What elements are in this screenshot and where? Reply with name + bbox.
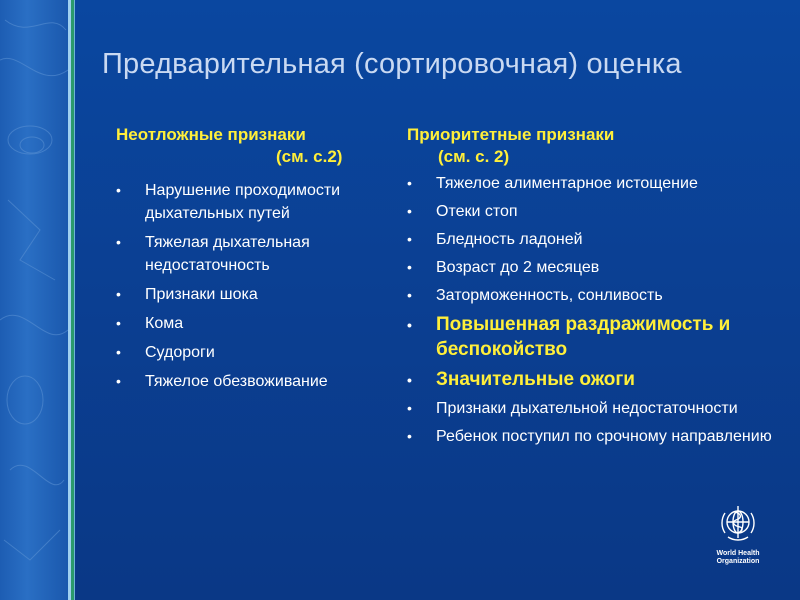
list-item xyxy=(116,312,396,335)
list-item-text: Заторможенность, сонливость xyxy=(436,287,663,304)
list-item-text: Бледность ладоней xyxy=(436,231,583,248)
heading-text: Приоритетные признаки xyxy=(407,125,615,144)
heading-text: Неотложные признаки xyxy=(116,125,306,144)
list-item xyxy=(407,172,792,195)
bullet-icon: • xyxy=(116,373,121,389)
decorative-pattern xyxy=(0,0,68,600)
list-item-text: Тяжелое алиментарное истощение xyxy=(436,175,698,192)
priority-signs-heading xyxy=(407,124,792,168)
slide-title: Предварительная (сортировочная) оценка xyxy=(102,48,682,80)
list-item-text: Тяжелая дыхательная недостаточность xyxy=(145,234,310,274)
list-item-text: Признаки шока xyxy=(145,286,258,303)
list-item-text: Кома xyxy=(145,315,184,332)
list-item-highlighted xyxy=(407,312,792,362)
who-caption-line1: World Health xyxy=(716,550,760,557)
bullet-icon: • xyxy=(407,231,412,247)
who-logo xyxy=(708,503,768,566)
bullet-icon: • xyxy=(407,400,412,416)
list-item xyxy=(116,179,396,225)
list-item-text: Нарушение проходимости дыхательных путей xyxy=(145,182,341,222)
list-item xyxy=(407,284,792,307)
list-item-text: Признаки дыхательной недостаточности xyxy=(436,400,738,417)
list-item xyxy=(116,283,396,306)
bullet-icon: • xyxy=(116,182,121,198)
list-item-text: Судороги xyxy=(145,344,215,361)
list-item-text: Ребенок поступил по срочному направлению xyxy=(436,428,772,445)
list-item xyxy=(116,341,396,364)
list-item xyxy=(116,370,396,393)
bullet-icon: • xyxy=(407,372,412,388)
list-item xyxy=(407,200,792,223)
bullet-icon: • xyxy=(407,175,412,191)
heading-page-ref: (см. с.2) xyxy=(276,147,343,166)
bullet-icon: • xyxy=(116,344,121,360)
emergency-signs-column xyxy=(116,124,396,399)
heading-page-ref: (см. с. 2) xyxy=(438,147,510,166)
bullet-icon: • xyxy=(407,317,412,333)
list-item-text: Отеки стоп xyxy=(436,203,518,220)
list-item xyxy=(407,397,792,420)
list-item-text: Значительные ожоги xyxy=(436,369,635,390)
bullet-icon: • xyxy=(407,428,412,444)
list-item xyxy=(116,231,396,277)
who-caption-line2: Organization xyxy=(716,558,760,565)
decorative-side-band xyxy=(0,0,68,600)
priority-signs-column xyxy=(407,124,792,453)
emergency-signs-heading xyxy=(116,124,396,168)
bullet-icon: • xyxy=(407,287,412,303)
list-item xyxy=(407,425,792,448)
priority-signs-list xyxy=(407,172,792,448)
bullet-icon: • xyxy=(407,259,412,275)
list-item-highlighted xyxy=(407,367,792,392)
who-emblem-icon xyxy=(716,503,760,545)
bullet-icon: • xyxy=(116,234,121,250)
list-item-text: Повышенная раздражимость и беспокойство xyxy=(436,314,731,360)
bullet-icon: • xyxy=(407,203,412,219)
list-item xyxy=(407,256,792,279)
bullet-icon: • xyxy=(116,286,121,302)
bullet-icon: • xyxy=(116,315,121,331)
list-item xyxy=(407,228,792,251)
list-item-text: Возраст до 2 месяцев xyxy=(436,259,600,276)
emergency-signs-list xyxy=(116,179,396,393)
list-item-text: Тяжелое обезвоживание xyxy=(145,373,328,390)
